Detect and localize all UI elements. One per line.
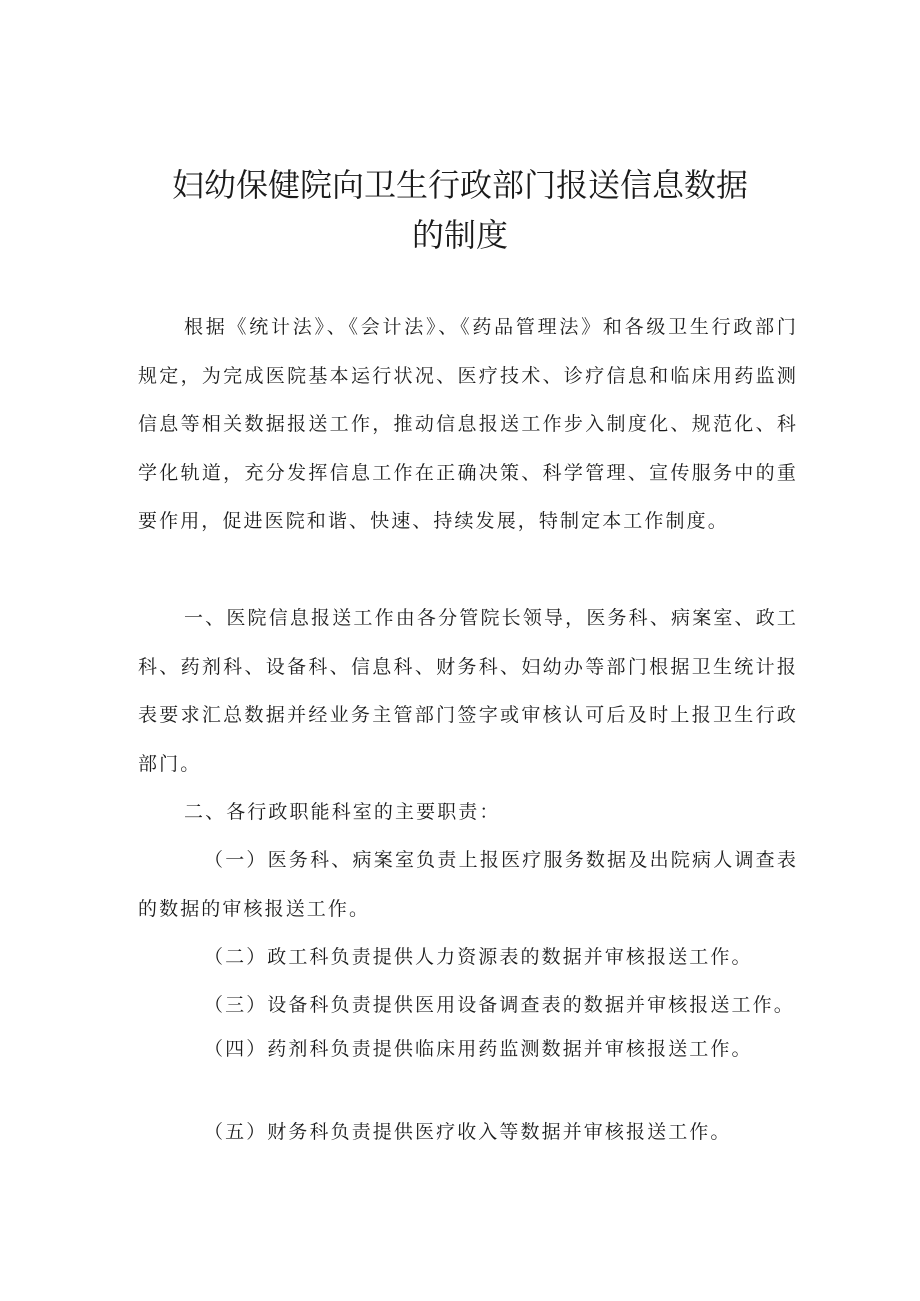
- intro-paragraph: 根据《统计法》、《会计法》、《药品管理法》和各级卫生行政部门规定，为完成医院基本运行状况、医疗技术、诊疗信息和临床用药监测信息等相关数据报送工作，推动信息报送工作步入制度化、规范化、科学化轨道，充分发挥信息工作在正确决策、科学管理、宣传服务中的重要作用，促进医院和谐、快速、持续发展，特制定本工作制度。: [138, 316, 798, 532]
- subsection-two: （二）政工科负责提供人力资源表的数据并审核报送工作。: [204, 946, 753, 968]
- subsection-three: （三）设备科负责提供医用设备调查表的数据并审核报送工作。: [204, 994, 795, 1016]
- document-title-line-1: 妇幼保健院向卫生行政部门报送信息数据: [171, 166, 748, 204]
- subsection-one: （一）医务科、病案室负责上报医疗服务数据及出院病人调查表的数据的审核报送工作。: [138, 849, 798, 920]
- section-two-heading: 二、各行政职能科室的主要职责：: [184, 801, 501, 823]
- subsection-five: （五）财务科负责提供医疗收入等数据并审核报送工作。: [204, 1121, 732, 1143]
- section-one-paragraph: 一、医院信息报送工作由各分管院长领导，医务科、病案室、政工科、药剂科、设备科、信息科、财务科、妇幼办等部门根据卫生统计报表要求汇总数据并经业务主管部门签字或审核认可后及时上报卫生行政部门。: [138, 607, 798, 775]
- subsection-four: （四）药剂科负责提供临床用药监测数据并审核报送工作。: [204, 1038, 753, 1060]
- document-title-line-2: 的制度: [411, 216, 508, 254]
